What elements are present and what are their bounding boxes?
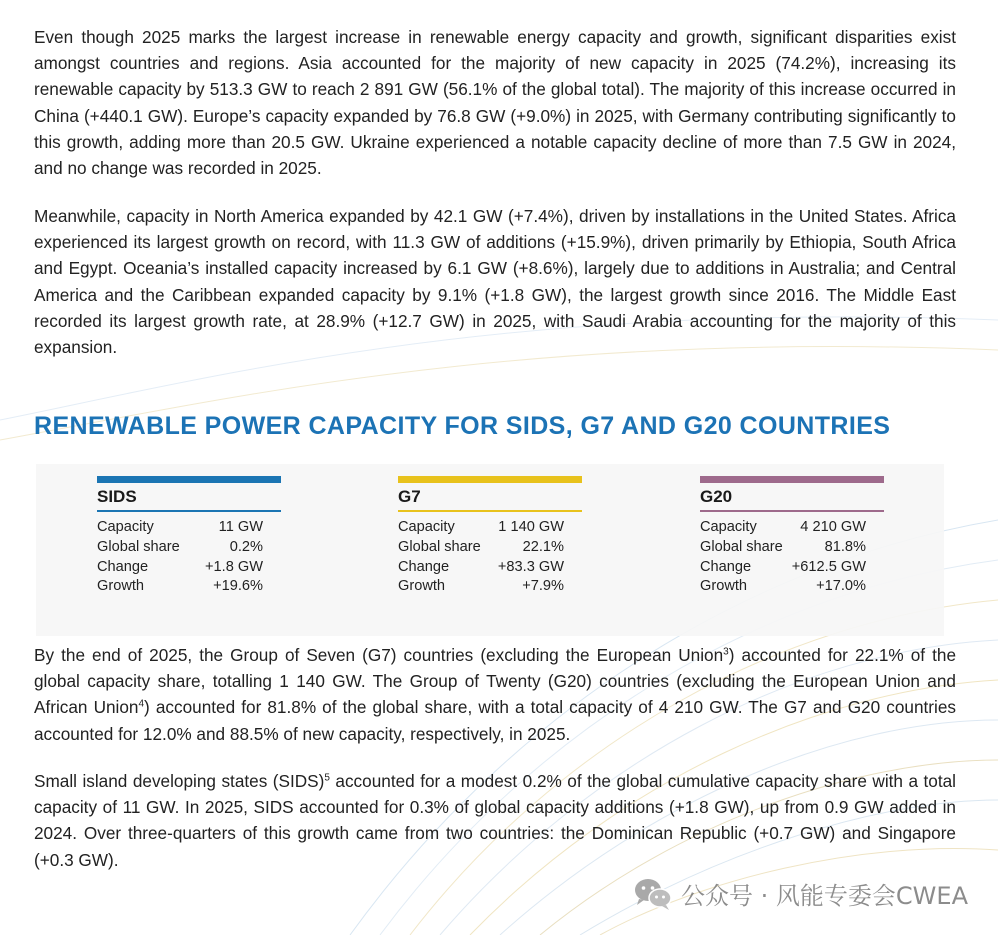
- capacity-summary-panel: [36, 464, 944, 636]
- card-divider: [398, 510, 582, 512]
- card-divider: [97, 510, 281, 512]
- stat-label: Global share: [398, 538, 481, 555]
- card-color-bar: [700, 476, 884, 483]
- card-color-bar: [97, 476, 281, 483]
- card-title: SIDS: [97, 487, 137, 506]
- stat-row: [97, 538, 263, 558]
- text-span: accounted for a modest 0.2% of the global cumulative capacity share with a total capacity of 11 GW. In 2025, SIDS accounted for 0.3% of global capacity additions (+1.8 GW), up from 0.9 GW added in 2024. Over three-quarters of this growth came from two countries: the Dominican Republic (+0.7 GW) and Singapore (+0.3 GW).: [34, 771, 956, 870]
- stat-value: +83.3 GW: [497, 558, 564, 575]
- stat-row: [700, 577, 866, 597]
- stat-label: Change: [97, 558, 149, 575]
- stat-value: +17.0%: [816, 578, 866, 595]
- stat-label: Growth: [398, 578, 446, 595]
- footnote-ref[interactable]: 5: [324, 772, 330, 784]
- card-sids: [97, 476, 281, 597]
- paragraph-g7-g20: [34, 642, 956, 747]
- stat-row: [97, 577, 263, 597]
- stat-label: Change: [398, 558, 450, 575]
- stat-row: [398, 538, 564, 558]
- stat-row: [700, 538, 866, 558]
- text-span: Small island developing states (SIDS): [34, 771, 325, 791]
- stat-value: 1 140 GW: [498, 519, 564, 535]
- stat-value: +19.6%: [213, 578, 263, 595]
- card-title: G7: [398, 487, 421, 506]
- stat-label: Growth: [97, 578, 145, 595]
- card-title: G20: [700, 487, 733, 506]
- stat-row: [97, 518, 263, 538]
- stat-value: 81.8%: [824, 538, 866, 555]
- stat-value: 22.1%: [522, 538, 564, 555]
- stat-row: [398, 518, 564, 538]
- watermark-text: 公众号 · 风能专委会CWEA: [681, 882, 968, 910]
- stat-row: [700, 518, 866, 538]
- card-divider: [700, 510, 884, 512]
- stat-label: Capacity: [398, 519, 455, 535]
- stat-value: +1.8 GW: [205, 558, 263, 575]
- watermark: [633, 876, 968, 911]
- wechat-icon: [633, 877, 673, 911]
- footnote-ref[interactable]: 3: [723, 646, 729, 658]
- card-g7: [398, 476, 582, 597]
- stat-value: 11 GW: [218, 519, 263, 535]
- paragraph-regional-growth: Even though 2025 marks the largest increase in renewable energy capacity and growth, significant disparities exist amongst countries and regions. Asia accounted for the majority of new capacity in 2025 (74.2%), increasing its renewable capacity by 513.3 GW to reach 2 891 GW (56.1% of the global total). The majority of this increase occurred in China (+440.1 GW). Europe’s capacity expanded by 76.8 GW (+9.0%) in 2025, with Germany contributing significantly to this growth, adding more than 20.5 GW. Ukraine experienced a notable capacity decline of more than 7.5 GW in 2024, and no change was recorded in 2025.: [34, 27, 956, 179]
- text-span: ) accounted for 81.8% of the global share, with a total capacity of 4 210 GW. The G7 and G20 countries accounted for 12.0% and 88.5% of new capacity, respectively, in 2025.: [34, 697, 956, 744]
- stat-label: Global share: [97, 538, 180, 555]
- section-title: RENEWABLE POWER CAPACITY FOR SIDS, G7 AND G20 COUNTRIES: [34, 412, 891, 440]
- text-span: By the end of 2025, the Group of Seven (G7) countries (excluding the European Union: [34, 645, 724, 665]
- footnote-ref[interactable]: 4: [138, 698, 145, 710]
- stat-row: [97, 558, 263, 578]
- stat-value: +7.9%: [522, 578, 564, 595]
- card-color-bar: [398, 476, 582, 483]
- stat-label: Growth: [700, 578, 748, 595]
- stat-row: [398, 558, 564, 578]
- stat-row: [398, 577, 564, 597]
- stat-label: Change: [700, 558, 752, 575]
- stat-label: Capacity: [700, 519, 757, 535]
- stat-value: 4 210 GW: [800, 519, 866, 535]
- paragraph-north-america-africa: Meanwhile, capacity in North America expanded by 42.1 GW (+7.4%), driven by installations in the United States. Africa experienced its largest growth on record, with 11.3 GW of additions (+15.9%), driven primarily by Ethiopia, South Africa and Egypt. Oceania’s installed capacity increased by 6.1 GW (+8.6%), largely due to additions in Australia; and Central America and the Caribbean expanded capacity by 9.1% (+1.8 GW), the largest growth since 2016. The Middle East recorded its largest growth rate, at 28.9% (+12.7 GW) in 2025, with Saudi Arabia accounting for the majority of this expansion.: [34, 206, 956, 358]
- stat-label: Capacity: [97, 519, 154, 535]
- stat-label: Global share: [700, 538, 783, 555]
- stat-row: [700, 558, 866, 578]
- paragraph-sids: [34, 768, 956, 873]
- card-g20: [700, 476, 884, 597]
- text-span: ) accounted for 22.1% of the global capacity share, totalling 1 140 GW. The Group of Twenty (G20) countries (excluding the European Union and African Union: [34, 645, 957, 718]
- stat-value: 0.2%: [229, 538, 263, 555]
- stat-value: +612.5 GW: [791, 558, 866, 575]
